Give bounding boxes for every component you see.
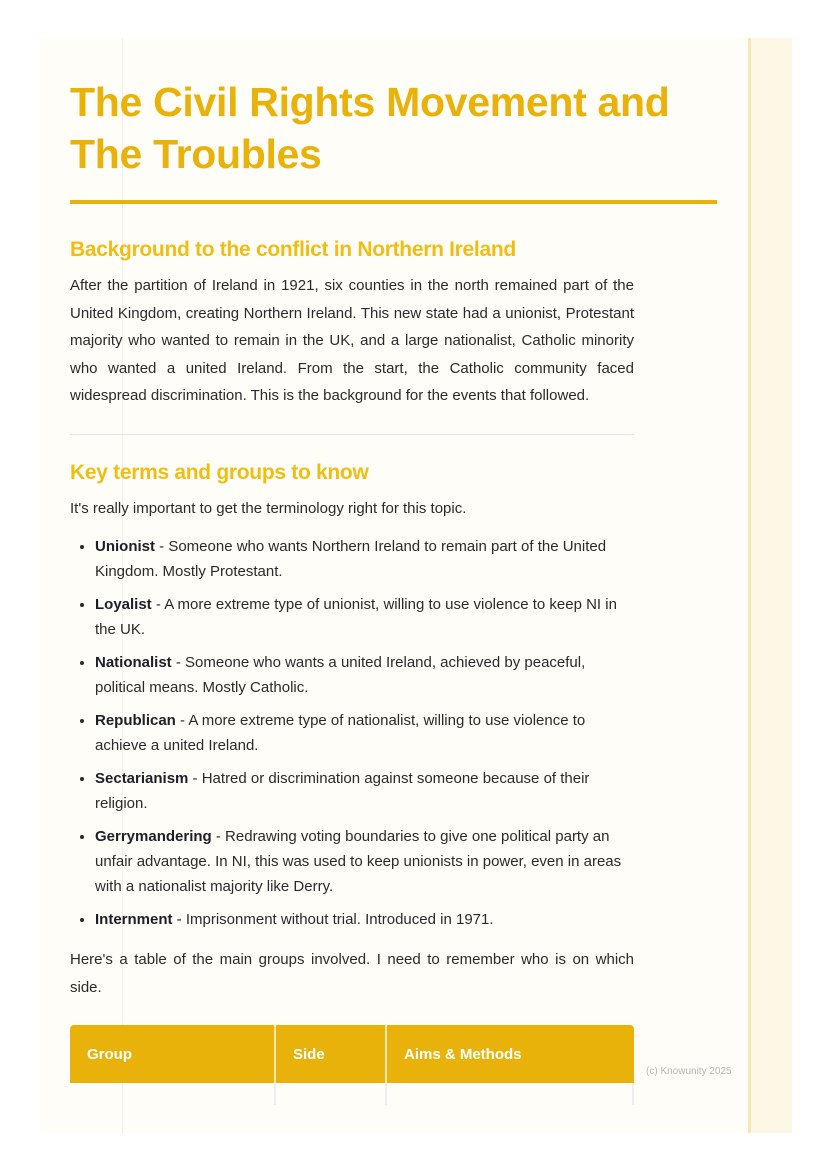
table-header-aims: Aims & Methods	[387, 1025, 634, 1083]
list-item: • Gerrymandering - Redrawing voting boundaries to give one political party an unfair advantage. In NI, this was used to keep unionists in power, even in areas with a nationalist majority like Derry.	[95, 824, 634, 899]
title-rule	[70, 200, 717, 204]
page	[40, 38, 792, 1133]
background-paragraph: After the partition of Ireland in 1921, six counties in the north remained part of the United Kingdom, creating Northern Ireland. This new state had a unionist, Protestant majority who wanted to remain in the UK, and a large nationalist, Catholic minority who wanted a united Ireland. From the start, the Catholic community faced widespread discrimination. This is the background for the events that followed.	[70, 277, 634, 404]
list-item: • Unionist - Someone who wants Northern Ireland to remain part of the United Kingdom. Mostly Protestant.	[95, 534, 634, 584]
list-item: • Sectarianism - Hatred or discrimination against someone because of their religion.	[95, 766, 634, 816]
intro-paragraph: It's really important to get the terminology right for this topic.	[70, 499, 467, 517]
outro-paragraph: Here's a table of the main groups involved. I need to remember who is on which side.	[70, 951, 634, 996]
copyright: (c) Knowunity 2025	[646, 1066, 732, 1077]
groups-table	[70, 1025, 634, 1105]
list-item: • Loyalist - A more extreme type of unionist, willing to use violence to keep NI in the UK.	[95, 592, 634, 642]
table-header-side: Side	[276, 1025, 387, 1083]
side-line	[748, 38, 751, 1133]
section-heading: Key terms and groups to know	[70, 460, 369, 484]
section-heading: Background to the conflict in Northern Ireland	[70, 238, 516, 261]
table-header-group: Group	[70, 1025, 276, 1083]
page-title: The Civil Rights Movement and The Troubles	[70, 79, 670, 177]
list-item: • Republican - A more extreme type of nationalist, willing to use violence to achieve a united Ireland.	[95, 708, 634, 758]
side-band	[748, 38, 792, 1133]
divider	[70, 434, 634, 435]
terms-list	[70, 534, 634, 932]
list-item: • Nationalist - Someone who wants a united Ireland, achieved by peaceful, political means. Mostly Catholic.	[95, 650, 634, 700]
list-item: • Internment - Imprisonment without trial. Introduced in 1971.	[95, 907, 634, 932]
content	[70, 76, 670, 1105]
